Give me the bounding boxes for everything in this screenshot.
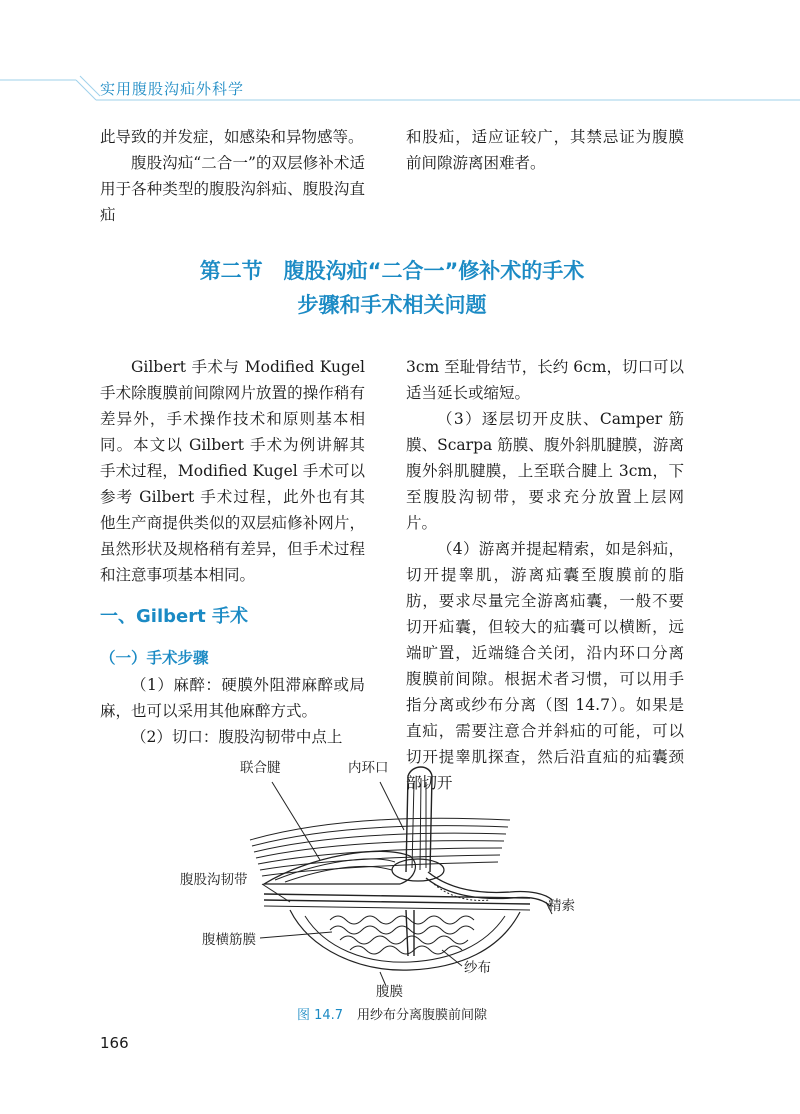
top-left-column <box>100 124 365 228</box>
caption-number: 图 14.7 <box>296 1008 344 1023</box>
intro-paragraph: Gilbert 手术与 Modified Kugel 手术除腹膜前间隙网片放置的操作稍有差异外，手术操作技术和原则基本相同。本文以 Gilbert 手术为例讲解其手术过程，Modified Kugel 手术可以参考 Gilbert 手术过程，此外也有其他生产商提供类似的双层疝修补网片，虽然形状及规格稍有差异，但手术过程和注意事项基本相同。 <box>100 358 365 584</box>
label-conjoint-tendon: 联合腱 <box>240 760 281 776</box>
paragraph: 和股疝，适应证较广，其禁忌证为腹膜前间隙游离困难者。 <box>406 128 684 172</box>
page-number: 166 <box>100 1034 129 1052</box>
paragraph: 此导致的并发症，如感染和异物感等。 <box>100 128 364 146</box>
caption-text: 用纱布分离腹膜前间隙 <box>357 1008 488 1023</box>
body-right-column <box>406 354 684 796</box>
top-right-column <box>406 124 684 176</box>
body-left-column <box>100 354 365 750</box>
step-2: （2）切口：腹股沟韧带中点上 <box>131 728 343 746</box>
label-gauze: 纱布 <box>464 960 491 976</box>
label-peritoneum: 腹膜 <box>376 984 403 1000</box>
heading-gilbert: 一、Gilbert 手术 <box>100 606 248 627</box>
section-title-line: 步骤和手术相关问题 <box>297 293 487 317</box>
step-4: （4）游离并提起精索，如是斜疝，切开提睾肌，游离疝囊至腹膜前的脂肪，要求尽量完全游离疝囊，一般不要切开疝囊，但较大的疝囊可以横断，远端旷置，近端缝合关闭，沿内环口分离腹膜前间隙。根据术者习惯，可以用手指分离或纱布分离（图 14.7）。如果是直疝，需要注意合并斜疝的可能，可以切开提睾肌探查，然后沿直疝的疝囊颈部切开 <box>406 540 684 792</box>
section-title <box>100 254 684 322</box>
label-spermatic-cord: 精索 <box>548 898 575 914</box>
figure-caption <box>100 1004 684 1023</box>
figure-14-7 <box>180 760 620 1000</box>
running-header-title: 实用腹股沟疝外科学 <box>100 80 245 98</box>
step-3: （3）逐层切开皮肤、Camper 筋膜、Scarpa 筋膜、腹外斜肌腱膜，游离腹外斜肌腱膜，上至联合腱上 3cm，下至腹股沟韧带，要求充分放置上层网片。 <box>406 410 684 532</box>
label-internal-ring: 内环口 <box>348 760 389 776</box>
step-1: （1）麻醉：硬膜外阻滞麻醉或局麻，也可以采用其他麻醉方式。 <box>100 676 365 720</box>
section-title-line: 第二节 腹股沟疝“二合一”修补术的手术 <box>199 259 585 283</box>
paragraph: 腹股沟疝“二合一”的双层修补术适用于各种类型的腹股沟斜疝、腹股沟直疝 <box>100 154 365 224</box>
label-transversalis-fascia: 腹横筋膜 <box>202 932 256 948</box>
label-inguinal-ligament: 腹股沟韧带 <box>180 872 248 888</box>
heading-steps: （一）手术步骤 <box>100 649 209 667</box>
running-header <box>0 68 800 108</box>
step-2-continued: 3cm 至耻骨结节，长约 6cm，切口可以适当延长或缩短。 <box>406 358 684 402</box>
